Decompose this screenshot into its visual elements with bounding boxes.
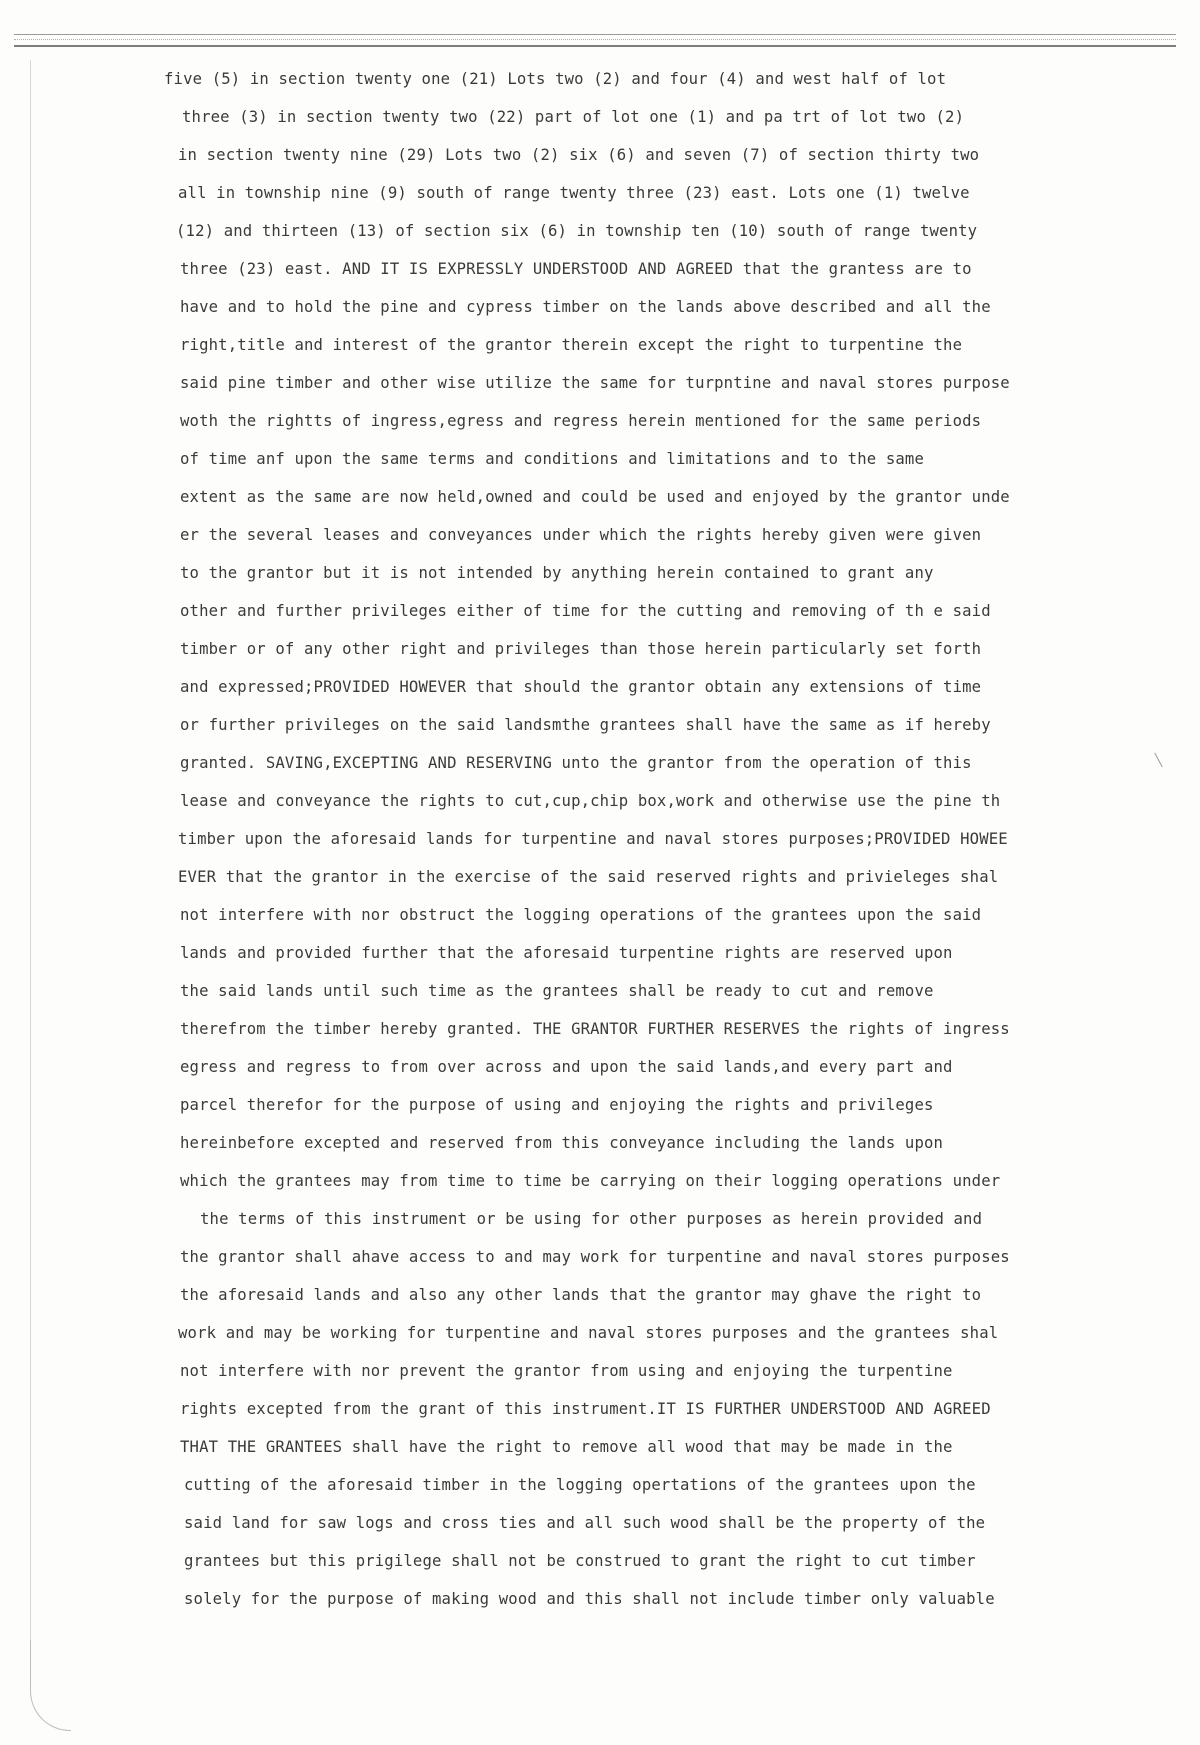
text-line: timber upon the aforesaid lands for turpentine and naval stores purposes;PROVIDED HOWEE (178, 830, 1008, 848)
text-line: right,title and interest of the grantor therein except the right to turpentine the (180, 336, 963, 354)
text-line: solely for the purpose of making wood and this shall not include timber only valuable (184, 1590, 995, 1608)
left-margin-edge (30, 60, 31, 1690)
text-line: have and to hold the pine and cypress timber on the lands above described and all the (180, 298, 991, 316)
stray-pen-mark (1154, 753, 1162, 768)
text-line: not interfere with nor prevent the grantor from using and enjoying the turpentine (180, 1362, 953, 1380)
text-line: the grantor shall ahave access to and may work for turpentine and naval stores purposes (180, 1248, 1010, 1266)
text-line: the said lands until such time as the grantees shall be ready to cut and remove (180, 982, 934, 1000)
text-line: (12) and thirteen (13) of section six (6) in township ten (10) south of range twenty (176, 222, 978, 240)
text-line: grantees but this prigilege shall not be construed to grant the right to cut timber (184, 1552, 976, 1570)
text-line: woth the rightts of ingress,egress and regress herein mentioned for the same periods (180, 412, 982, 430)
text-line: said land for saw logs and cross ties and all such wood shall be the property of the (184, 1514, 986, 1532)
text-line: er the several leases and conveyances under which the rights hereby given were given (180, 526, 982, 544)
text-line: lease and conveyance the rights to cut,cup,chip box,work and otherwise use the pine th (180, 792, 1001, 810)
text-line: rights excepted from the grant of this instrument.IT IS FURTHER UNDERSTOOD AND AGREED (180, 1400, 991, 1418)
text-line: other and further privileges either of time for the cutting and removing of th e said (180, 602, 991, 620)
text-line: all in township nine (9) south of range twenty three (23) east. Lots one (1) twelve (178, 184, 970, 202)
text-line: which the grantees may from time to time be carrying on their logging operations under (180, 1172, 1001, 1190)
text-line: not interfere with nor obstruct the logging operations of the grantees upon the said (180, 906, 982, 924)
text-line: five (5) in section twenty one (21) Lots two (2) and four (4) and west half of lot (164, 70, 947, 88)
text-line: timber or of any other right and privileges than those herein particularly set forth (180, 640, 982, 658)
text-line: three (3) in section twenty two (22) part of lot one (1) and pa trt of lot two (2) (182, 108, 965, 126)
text-line: or further privileges on the said landsmthe grantees shall have the same as if hereby (180, 716, 991, 734)
top-border-dotted-rule (14, 39, 1176, 40)
text-line: lands and provided further that the aforesaid turpentine rights are reserved upon (180, 944, 953, 962)
top-border-rule (14, 34, 1176, 47)
text-line: said pine timber and other wise utilize the same for turpntine and naval stores purpose (180, 374, 1010, 392)
text-line: therefrom the timber hereby granted. THE GRANTOR FURTHER RESERVES the rights of ingress (180, 1020, 1010, 1038)
text-line: the terms of this instrument or be using for other purposes as herein provided and (200, 1210, 983, 1228)
text-line: three (23) east. AND IT IS EXPRESSLY UNDERSTOOD AND AGREED that the grantess are to (180, 260, 972, 278)
text-line: in section twenty nine (29) Lots two (2) six (6) and seven (7) of section thirty two (178, 146, 980, 164)
text-line: EVER that the grantor in the exercise of the said reserved rights and privieleges shal (178, 868, 999, 886)
text-line: the aforesaid lands and also any other lands that the grantor may ghave the right to (180, 1286, 982, 1304)
page-corner-fold (30, 1640, 71, 1731)
text-line: THAT THE GRANTEES shall have the right to remove all wood that may be made in the (180, 1438, 953, 1456)
text-line: extent as the same are now held,owned and could be used and enjoyed by the grantor unde (180, 488, 1010, 506)
text-line: egress and regress to from over across and upon the said lands,and every part and (180, 1058, 953, 1076)
text-line: cutting of the aforesaid timber in the logging opertations of the grantees upon the (184, 1476, 976, 1494)
text-line: to the grantor but it is not intended by anything herein contained to grant any (180, 564, 934, 582)
text-line: and expressed;PROVIDED HOWEVER that should the grantor obtain any extensions of time (180, 678, 982, 696)
text-line: of time anf upon the same terms and conditions and limitations and to the same (180, 450, 924, 468)
text-line: hereinbefore excepted and reserved from this conveyance including the lands upon (180, 1134, 944, 1152)
text-line: parcel therefor for the purpose of using and enjoying the rights and privileges (180, 1096, 934, 1114)
text-line: work and may be working for turpentine and naval stores purposes and the grantees shal (178, 1324, 999, 1342)
text-line: granted. SAVING,EXCEPTING AND RESERVING unto the grantor from the operation of this (180, 754, 972, 772)
